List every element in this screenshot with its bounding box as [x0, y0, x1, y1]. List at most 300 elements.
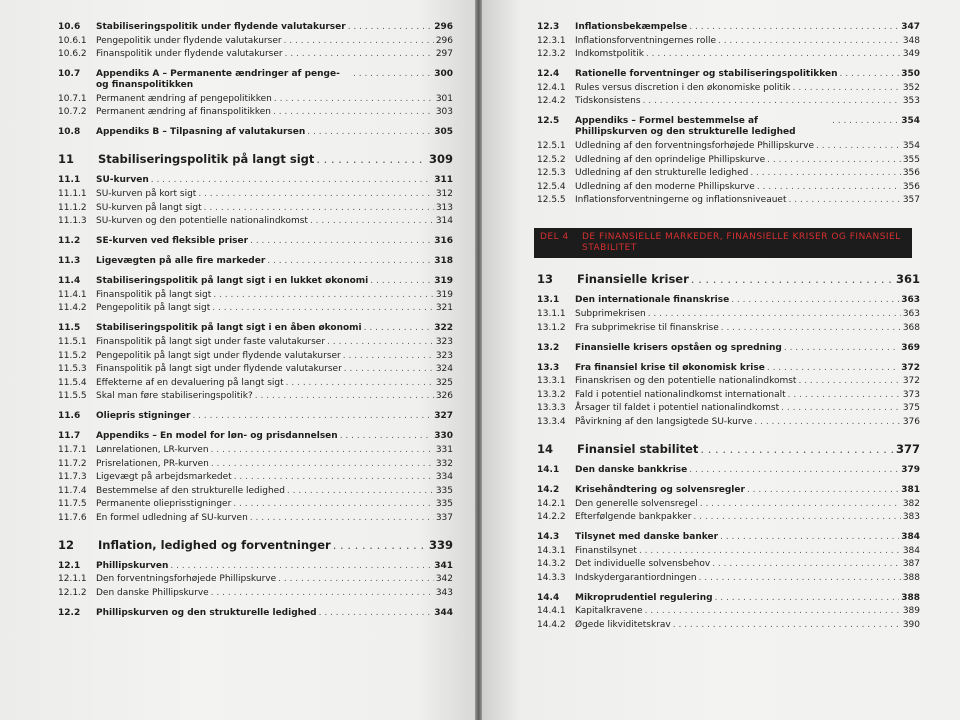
toc-dot-leader — [648, 309, 901, 320]
toc-dot-leader — [673, 620, 901, 631]
toc-entry[interactable] — [537, 512, 920, 523]
toc-entry[interactable] — [58, 216, 453, 227]
toc-entry-number: 13.2 — [537, 342, 560, 353]
toc-dot-leader — [789, 195, 901, 206]
toc-dot-leader — [211, 459, 434, 470]
toc-entry[interactable] — [537, 403, 920, 414]
toc-entry-number: 11.5.3 — [58, 364, 87, 375]
toc-entry-number: 14.4.1 — [537, 606, 566, 617]
toc-entry[interactable] — [537, 155, 920, 166]
toc-dot-leader — [274, 94, 434, 105]
toc-page-number: 348 — [902, 35, 920, 46]
toc-dot-leader — [287, 486, 434, 497]
toc-dot-leader — [767, 155, 901, 166]
toc-page-number: 319 — [435, 289, 453, 300]
toc-entry-title: En formel udledning af SU-kurven — [96, 512, 248, 523]
toc-entry[interactable] — [58, 588, 453, 599]
toc-entry-number: 10.6.2 — [58, 49, 87, 60]
toc-dot-leader — [832, 116, 899, 127]
toc-page-number: 350 — [901, 69, 920, 80]
toc-chapter[interactable] — [537, 272, 920, 286]
toc-dot-leader — [757, 182, 901, 193]
toc-entry-title: Subprimekrisen — [575, 308, 646, 319]
toc-dot-leader — [285, 49, 434, 60]
toc-dot-leader — [273, 107, 434, 118]
toc-entry-number: 12.3.2 — [537, 49, 566, 60]
toc-chapter[interactable] — [58, 538, 453, 552]
toc-dot-leader — [699, 573, 901, 584]
toc-entry[interactable] — [58, 22, 453, 33]
toc-dot-leader — [340, 431, 433, 442]
toc-entry[interactable] — [58, 127, 453, 138]
toc-entry[interactable] — [58, 472, 453, 483]
toc-dot-leader — [278, 574, 434, 585]
toc-page-number: 335 — [435, 499, 453, 510]
toc-entry[interactable] — [58, 236, 453, 247]
toc-entry-number: 10.8 — [58, 127, 81, 138]
toc-entry-number: 13.1.1 — [537, 308, 566, 319]
toc-entry[interactable] — [58, 431, 453, 442]
right-page — [482, 0, 960, 720]
toc-dot-leader — [731, 295, 899, 306]
toc-entry[interactable] — [58, 445, 453, 456]
toc-entry-number: 11.1.3 — [58, 216, 87, 227]
toc-page-number: 319 — [434, 276, 453, 287]
toc-dot-leader — [747, 485, 899, 496]
toc-dot-leader — [689, 465, 899, 476]
toc-entry[interactable] — [537, 22, 920, 33]
toc-entry[interactable] — [537, 620, 920, 631]
toc-entry-title: Pengepolitik under flydende valutakurser — [96, 35, 282, 46]
toc-entry[interactable] — [58, 378, 453, 389]
toc-page-number: 377 — [895, 441, 920, 456]
toc-entry[interactable] — [537, 141, 920, 152]
toc-entry-number: 11.5 — [58, 323, 81, 334]
toc-page-number: 341 — [434, 560, 453, 571]
toc-entry-title: SU-kurven og den potentielle nationalindkomst — [96, 216, 308, 227]
toc-page-number: 296 — [434, 22, 453, 32]
toc-entry[interactable] — [58, 94, 453, 105]
toc-entry-number: 12.3 — [537, 22, 560, 32]
part-label: DEL 4 — [540, 232, 569, 243]
toc-entry[interactable] — [537, 606, 920, 617]
toc-page-number: 312 — [435, 188, 453, 199]
toc-page-number: 316 — [434, 236, 453, 247]
toc-entry-title: Prisrelationen, PR-kurven — [96, 458, 209, 469]
toc-list-left — [58, 22, 453, 619]
toc-entry[interactable] — [58, 486, 453, 497]
toc-entry-title: Lønrelationen, LR-kurven — [96, 444, 209, 455]
toc-entry-number: 14.2 — [537, 484, 560, 495]
toc-entry-title: Finanstilsynet — [575, 545, 637, 556]
toc-entry-number: 13.1 — [537, 295, 560, 306]
toc-page-number: 356 — [902, 181, 920, 192]
toc-entry[interactable] — [537, 36, 920, 47]
toc-entry-title: SU-kurven — [96, 175, 149, 186]
toc-entry-title: Påvirkning af den langsigtede SU-kurve — [575, 416, 753, 427]
toc-dot-leader — [343, 351, 434, 362]
toc-page-number: 322 — [434, 323, 453, 334]
toc-entry-number: 11.7.1 — [58, 444, 87, 455]
toc-entry-title: Inflationsforventningernes rolle — [575, 35, 716, 46]
toc-entry[interactable] — [58, 364, 453, 375]
toc-entry-title: Øgede likviditetskrav — [575, 620, 671, 631]
toc-entry-number: 12.5.3 — [537, 168, 566, 179]
toc-entry-title: Det individuelle solvensbehov — [575, 559, 711, 570]
toc-dot-leader — [750, 168, 900, 179]
toc-dot-leader — [370, 276, 432, 287]
toc-entry-number: 13.3 — [537, 362, 560, 373]
toc-entry-title: Tilsynet med danske banker — [575, 532, 719, 543]
toc-page-number: 354 — [902, 140, 920, 151]
toc-page-number: 390 — [902, 620, 920, 631]
toc-entry[interactable] — [537, 376, 920, 387]
toc-entry-number: 12.1.1 — [58, 574, 87, 585]
toc-page-number: 353 — [902, 96, 920, 107]
toc-entry-title: Permanent ændring af finanspolitikken — [96, 107, 271, 118]
toc-dot-leader — [718, 36, 901, 47]
toc-entry[interactable] — [537, 390, 920, 401]
toc-entry[interactable] — [537, 182, 920, 193]
toc-entry[interactable] — [58, 189, 453, 200]
toc-entry[interactable] — [58, 303, 453, 314]
toc-entry-number: 11.6 — [58, 411, 81, 422]
toc-entry-number: 11.2 — [58, 236, 81, 247]
toc-entry-number: 10.6.1 — [58, 35, 87, 46]
toc-page-number: 326 — [435, 391, 453, 402]
toc-entry-number: 11.7.6 — [58, 512, 87, 523]
toc-page-number: 303 — [435, 107, 453, 118]
toc-entry-title: Inflationsbekæmpelse — [575, 22, 688, 32]
toc-entry-number: 11.3 — [58, 256, 81, 267]
toc-entry-number: 11.5.4 — [58, 377, 87, 388]
toc-entry[interactable] — [537, 573, 920, 584]
toc-dot-leader — [364, 323, 433, 334]
toc-chapter[interactable] — [537, 442, 920, 456]
toc-dot-leader — [693, 512, 900, 523]
toc-entry-number: 12.4 — [537, 69, 560, 80]
toc-page-number: 382 — [902, 498, 920, 509]
toc-entry[interactable] — [537, 546, 920, 557]
toc-entry-title: Finansiel stabilitet — [577, 441, 699, 456]
toc-entry-title: Den danske Phillipskurve — [96, 588, 209, 599]
toc-entry-number: 12.3.1 — [537, 35, 566, 46]
toc-page-number: 389 — [902, 606, 920, 617]
toc-entry[interactable] — [537, 532, 920, 543]
toc-entry-title: Permanente olieprisstigninger — [96, 499, 232, 510]
toc-entry[interactable] — [537, 323, 920, 334]
toc-dot-leader — [151, 175, 432, 186]
toc-entry[interactable] — [58, 276, 453, 287]
toc-entry-title: Stabiliseringspolitik på langt sigt i en åben økonomi — [96, 323, 362, 334]
toc-entry-title: Mikroprudentiel regulering — [575, 592, 713, 603]
part-title: DE FINANSIELLE MARKEDER, FINANSIELLE KRISER OG FINANSIEL STABILITET — [582, 232, 901, 254]
toc-entry-number: 11.7.3 — [58, 472, 87, 483]
toc-page-number: 339 — [428, 537, 453, 552]
toc-entry-number: 14.3.2 — [537, 559, 566, 570]
toc-entry[interactable] — [537, 417, 920, 428]
toc-entry-title: Årsager til faldet i potentiel nationalindkomst — [575, 403, 780, 414]
toc-entry-title: Indkomstpolitik — [575, 49, 644, 60]
toc-entry[interactable] — [58, 351, 453, 362]
toc-entry-number: 12 — [58, 537, 75, 552]
toc-dot-leader — [211, 588, 434, 599]
toc-entry-number: 14.2.1 — [537, 498, 566, 509]
toc-page-number: 384 — [901, 532, 920, 543]
toc-entry-title: Ligevægt på arbejdsmarkedet — [96, 472, 232, 483]
toc-dot-leader — [715, 593, 900, 604]
toc-dot-leader — [767, 363, 899, 374]
toc-list-right-bottom — [537, 272, 920, 631]
toc-page-number: 369 — [901, 342, 920, 353]
toc-page-number: 335 — [435, 485, 453, 496]
toc-entry-title: Den internationale finanskrise — [575, 295, 730, 306]
toc-page-number: 361 — [895, 272, 920, 287]
toc-entry-title: Finansielle krisers opståen og spredning — [575, 342, 782, 353]
toc-dot-leader — [234, 472, 434, 483]
toc-entry-title: Den forventningsforhøjede Phillipskurve — [96, 574, 277, 585]
toc-dot-leader — [639, 546, 901, 557]
toc-dot-leader — [691, 272, 894, 286]
toc-page-number: 344 — [434, 608, 453, 619]
toc-entry[interactable] — [58, 459, 453, 470]
toc-page-number: 321 — [435, 303, 453, 314]
toc-entry-number: 11.4.2 — [58, 303, 87, 314]
toc-entry-title: SE-kurven ved fleksible priser — [96, 236, 249, 247]
toc-page-number: 343 — [435, 588, 453, 599]
toc-entry-title: Finansielle kriser — [577, 272, 689, 287]
toc-entry-number: 14.2.2 — [537, 512, 566, 523]
toc-entry-number: 13.1.2 — [537, 322, 566, 333]
toc-entry-title: Finanspolitik på langt sigt under flydende valutakurser — [96, 364, 342, 375]
toc-page-number: 368 — [902, 322, 920, 333]
toc-entry-number: 13.3.2 — [537, 389, 566, 400]
toc-entry-title: Skal man føre stabiliseringspolitik? — [96, 391, 253, 402]
toc-dot-leader — [310, 216, 434, 227]
toc-dot-leader — [333, 538, 427, 552]
toc-list-right-top — [537, 22, 920, 206]
toc-entry-number: 11.1.1 — [58, 188, 87, 199]
toc-page-number: 363 — [901, 295, 920, 306]
toc-entry-number: 11.1 — [58, 175, 81, 186]
toc-dot-leader — [255, 391, 434, 402]
toc-entry-title: Effekterne af en devaluering på langt sigt — [96, 377, 284, 388]
toc-entry-title: Ligevægten på alle fire markeder — [96, 256, 266, 267]
toc-entry-title: Finanspolitik under flydende valutakurser — [96, 49, 283, 60]
toc-entry[interactable] — [58, 574, 453, 585]
toc-entry-title: Oliepris stigninger — [96, 411, 191, 422]
toc-page-number: 334 — [435, 472, 453, 483]
toc-entry-title: Phillipskurven og den strukturelle ledighed — [96, 608, 317, 619]
toc-entry-title: Kapitalkravene — [575, 606, 643, 617]
toc-dot-leader — [646, 49, 901, 60]
toc-entry[interactable] — [58, 49, 453, 60]
toc-entry-title: SU-kurven på langt sigt — [96, 202, 202, 213]
toc-dot-leader — [198, 189, 433, 200]
toc-entry-title: Finanspolitik på langt sigt — [96, 289, 212, 300]
toc-entry[interactable] — [537, 363, 920, 374]
toc-dot-leader — [316, 152, 427, 166]
toc-entry-number: 13.3.3 — [537, 403, 566, 414]
toc-page-number: 388 — [901, 592, 920, 603]
toc-page-number: 384 — [902, 545, 920, 556]
toc-entry[interactable] — [537, 116, 920, 138]
toc-entry[interactable] — [58, 107, 453, 118]
toc-entry-title: Stabiliseringspolitik på langt sigt i en lukket økonomi — [96, 276, 369, 287]
part-banner — [534, 228, 912, 258]
toc-dot-leader — [250, 236, 432, 247]
toc-entry[interactable] — [58, 337, 453, 348]
toc-entry[interactable] — [537, 195, 920, 206]
toc-entry-title: Pengepolitik på langt sigt — [96, 303, 211, 314]
toc-entry[interactable] — [58, 36, 453, 47]
toc-page-number: 313 — [435, 202, 453, 213]
toc-entry[interactable] — [58, 499, 453, 510]
toc-entry[interactable] — [537, 83, 920, 94]
toc-entry-title: Rules versus discretion i den økonomiske politik — [575, 82, 791, 93]
toc-page-number: 372 — [902, 376, 920, 387]
toc-dot-leader — [816, 141, 901, 152]
toc-entry[interactable] — [58, 608, 453, 619]
toc-entry-number: 12.5.1 — [537, 140, 566, 151]
toc-entry-title: Krisehåndtering og solvensregler — [575, 484, 745, 495]
toc-page-number: 327 — [434, 411, 453, 422]
toc-entry-number: 10.7.2 — [58, 107, 87, 118]
toc-entry[interactable] — [537, 499, 920, 510]
toc-page-number: 376 — [902, 416, 920, 427]
toc-entry-title: SU-kurven på kort sigt — [96, 188, 197, 199]
toc-entry-number: 11.7 — [58, 431, 81, 442]
toc-entry[interactable] — [537, 96, 920, 107]
toc-entry[interactable] — [58, 290, 453, 301]
toc-dot-leader — [781, 403, 901, 414]
toc-dot-leader — [840, 69, 900, 80]
toc-entry-title: Pengepolitik på langt sigt under flydende valutakurser — [96, 350, 341, 361]
toc-page-number: 375 — [902, 403, 920, 414]
toc-page-number: 355 — [902, 154, 920, 165]
toc-entry[interactable] — [537, 465, 920, 476]
toc-entry[interactable] — [537, 168, 920, 179]
toc-dot-leader — [192, 411, 432, 422]
toc-entry-number: 13.3.1 — [537, 376, 566, 387]
toc-entry-title: Rationelle forventninger og stabiliseringspolitikken — [575, 69, 838, 80]
toc-page-number: 309 — [428, 152, 453, 167]
toc-entry-number: 14.1 — [537, 464, 560, 475]
toc-entry-number: 11 — [58, 152, 75, 167]
toc-entry[interactable] — [58, 256, 453, 267]
toc-page-number: 354 — [901, 116, 920, 127]
toc-dot-leader — [213, 290, 434, 301]
toc-entry-number: 11.7.5 — [58, 499, 87, 510]
toc-entry[interactable] — [537, 343, 920, 354]
toc-entry-number: 12.1 — [58, 560, 81, 571]
toc-entry[interactable] — [58, 69, 453, 91]
toc-dot-leader — [720, 532, 899, 543]
toc-entry-title: Den danske bankkrise — [575, 464, 688, 475]
toc-dot-leader — [348, 22, 433, 33]
toc-entry[interactable] — [58, 391, 453, 402]
toc-entry-title: Udledning af den forventningsforhøjede Phillipskurve — [575, 140, 814, 151]
toc-dot-leader — [689, 22, 899, 33]
toc-entry[interactable] — [537, 593, 920, 604]
toc-entry-number: 12.1.2 — [58, 588, 87, 599]
toc-entry[interactable] — [58, 411, 453, 422]
toc-entry[interactable] — [58, 203, 453, 214]
toc-entry-title: Phillipskurven — [96, 560, 169, 571]
toc-page-number: 314 — [435, 216, 453, 227]
toc-entry-number: 14 — [537, 441, 554, 456]
toc-page-number: 342 — [435, 574, 453, 585]
toc-dot-leader — [233, 499, 434, 510]
toc-entry-title: Udledning af den moderne Phillipskurve — [575, 181, 755, 192]
toc-dot-leader — [204, 203, 434, 214]
toc-dot-leader — [307, 127, 432, 138]
toc-dot-leader — [700, 499, 901, 510]
toc-page-number: 301 — [435, 93, 453, 104]
toc-entry-title: Fald i potentiel nationalindkomst internationalt — [575, 389, 786, 400]
toc-dot-leader — [784, 343, 899, 354]
toc-entry[interactable] — [58, 513, 453, 524]
toc-dot-leader — [645, 606, 901, 617]
toc-entry[interactable] — [537, 485, 920, 496]
toc-entry-number: 12.2 — [58, 608, 81, 619]
toc-entry-title: Stabiliseringspolitik på langt sigt — [98, 152, 315, 167]
toc-page-number: 330 — [434, 431, 453, 442]
toc-dot-leader — [267, 256, 432, 267]
toc-entry-title: Inflationsforventningerne og inflationsniveauet — [575, 195, 787, 206]
toc-entry-number: 11.7.4 — [58, 485, 87, 496]
toc-entry[interactable] — [537, 309, 920, 320]
toc-entry-number: 12.5.2 — [537, 154, 566, 165]
toc-page-number: 388 — [902, 572, 920, 583]
toc-entry[interactable] — [537, 69, 920, 80]
toc-page-number: 318 — [434, 256, 453, 267]
toc-entry-number: 11.5.1 — [58, 336, 87, 347]
toc-entry-number: 12.5 — [537, 116, 560, 127]
toc-entry[interactable] — [58, 175, 453, 186]
toc-dot-leader — [284, 36, 434, 47]
toc-entry[interactable] — [58, 561, 453, 572]
toc-page-number: 352 — [902, 82, 920, 93]
toc-entry-title: Fra subprimekrise til finanskrise — [575, 322, 719, 333]
toc-dot-leader — [212, 303, 434, 314]
toc-entry-title: Udledning af den strukturelle ledighed — [575, 168, 749, 179]
toc-entry[interactable] — [58, 323, 453, 334]
toc-page-number: 300 — [434, 69, 453, 80]
toc-page-number: 323 — [435, 336, 453, 347]
toc-page-number: 331 — [435, 444, 453, 455]
toc-entry-title: Appendiks B – Tilpasning af valutakursen — [96, 127, 306, 138]
toc-page-number: 349 — [902, 49, 920, 60]
toc-entry[interactable] — [537, 295, 920, 306]
toc-page-number: 347 — [901, 22, 920, 32]
toc-entry[interactable] — [537, 559, 920, 570]
toc-entry-number: 11.5.2 — [58, 350, 87, 361]
toc-page-number: 305 — [434, 127, 453, 138]
toc-dot-leader — [788, 390, 901, 401]
toc-dot-leader — [286, 378, 434, 389]
toc-dot-leader — [344, 364, 434, 375]
toc-page-number: 383 — [902, 512, 920, 523]
toc-page-number: 311 — [434, 175, 453, 186]
toc-entry-title: Bestemmelse af den strukturelle ledighed — [96, 485, 285, 496]
toc-dot-leader — [250, 513, 434, 524]
toc-page-number: 356 — [902, 168, 920, 179]
toc-page-number: 372 — [901, 362, 920, 373]
toc-chapter[interactable] — [58, 152, 453, 166]
toc-entry-number: 11.1.2 — [58, 202, 87, 213]
toc-entry[interactable] — [537, 49, 920, 60]
